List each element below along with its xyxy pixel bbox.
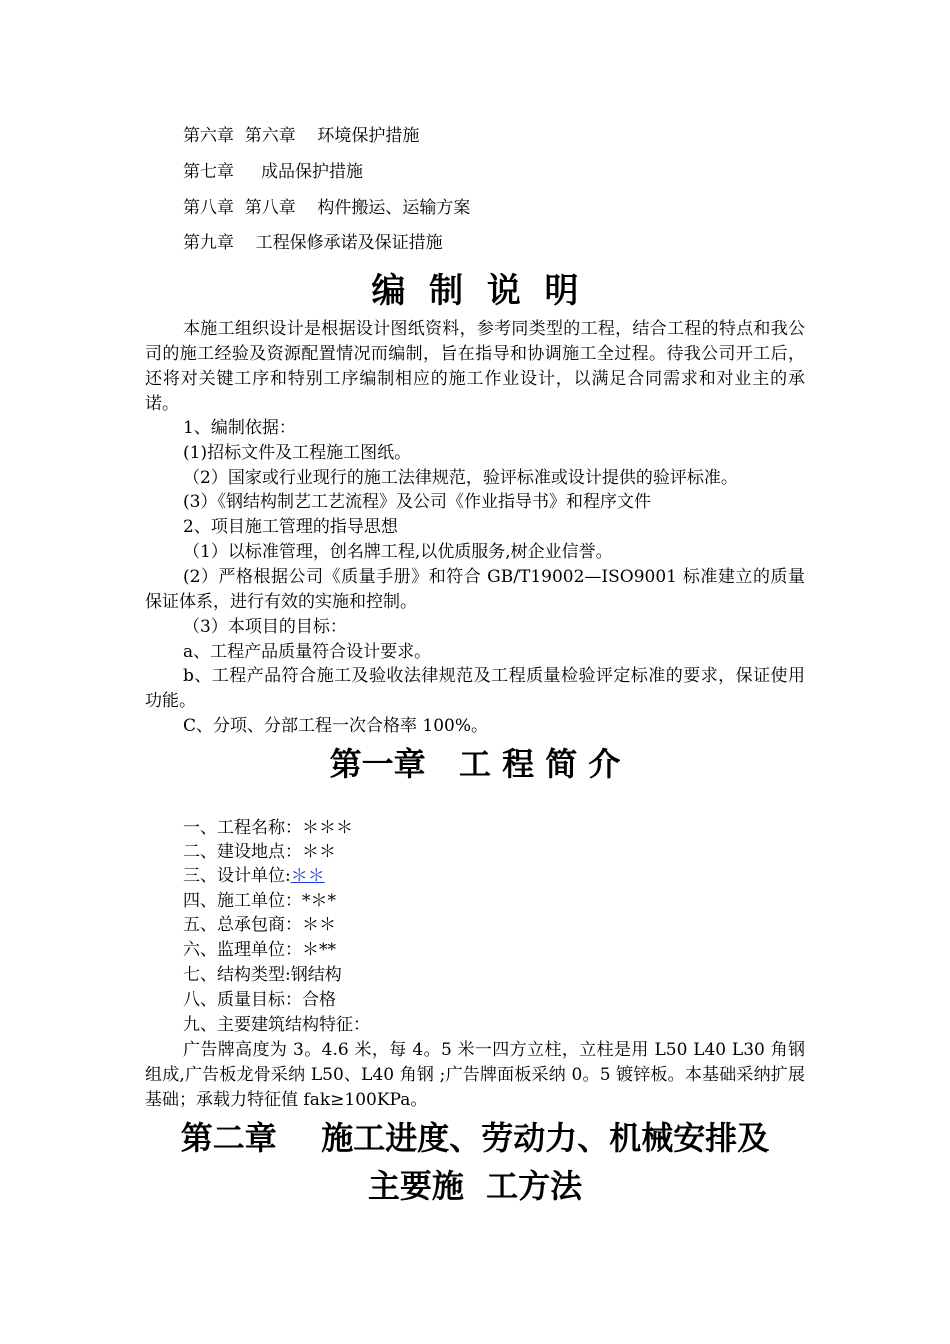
project-info-item: 二、建设地点：＊＊ [183,842,336,862]
chapter1-title: 第一章 工 程 简 介 [329,745,621,783]
preface-intro: 本施工组织设计是根据设计图纸资料，参考同类型的工程，结合工程的特点和我公司的施工经验及资源配置情况而编制，旨在指导和协调施工全过程。待我公司开工后，还将对关键工序和特别工序编制相应的施工作业设计，以满足合同需求和对业主的承诺。 [145,319,805,414]
basis-item-2: （2）国家或行业现行的施工法律规范，验评标准或设计提供的验评标准。 [183,468,738,488]
preface-title: 编 制 说 明 [371,271,579,311]
goal-a: a、工程产品质量符合设计要求。 [183,642,432,662]
chapter2-title-line1: 第二章 施工进度、劳动力、机械安排及 [180,1119,770,1157]
toc-item: 第八章 第八章 构件搬运、运输方案 [183,198,471,218]
guide-item-2: (2）严格根据公司《质量手册》和符合 GB/T19002—ISO9001 标准建立的质量保证体系，进行有效的实施和控制。 [145,567,805,612]
basis-heading: 1、编制依据： [183,418,296,438]
project-info-item: 五、总承包商：＊＊ [183,915,336,935]
project-info-item: 一、工程名称：＊＊＊ [183,818,353,838]
guide-item-1: （1）以标准管理，创名牌工程,以优质服务,树企业信誉。 [183,542,613,562]
design-unit-link[interactable]: ＊＊ [290,866,325,886]
project-info-item: 七、结构类型:钢结构 [183,965,342,985]
basis-item-3: (3）《钢结构制艺工艺流程》及公司《作业指导书》和程序文件 [183,492,651,512]
project-info-item: 六、监理单位：＊** [183,940,336,960]
design-unit-label: 三、设计单位: [183,866,291,886]
structure-description: 广告牌高度为 3。4.6 米，每 4。5 米一四方立柱，立柱是用 L50 L40 L30 角钢组成,广告板龙骨采纳 L50、L40 角钢 ;广告牌面板采纳 0。5 镀锌板。本基础采纳扩展基础；承载力特征值 fak≥100KPa。 [145,1040,805,1110]
toc-item: 第六章 第六章 环境保护措施 [183,126,420,146]
project-info-item: 九、主要建筑结构特征： [183,1015,370,1035]
goal-b: b、工程产品符合施工及验收法律规范及工程质量检验评定标准的要求，保证使用功能。 [145,666,805,711]
project-info-item: 八、质量目标：合格 [183,990,336,1010]
toc-item: 第九章 工程保修承诺及保证措施 [183,233,443,253]
basis-item-1: (1)招标文件及工程施工图纸。 [183,443,412,463]
guide-heading: 2、项目施工管理的指导思想 [183,517,398,537]
project-info-item: 四、施工单位：*＊* [183,891,336,911]
chapter2-title-line2: 主要施 工方法 [367,1167,583,1205]
guide-item-3: （3）本项目的目标： [183,617,347,637]
project-info-item [183,864,325,889]
toc-item: 第七章 成品保护措施 [183,162,364,182]
goal-c: C、分项、分部工程一次合格率 100%。 [183,716,489,736]
